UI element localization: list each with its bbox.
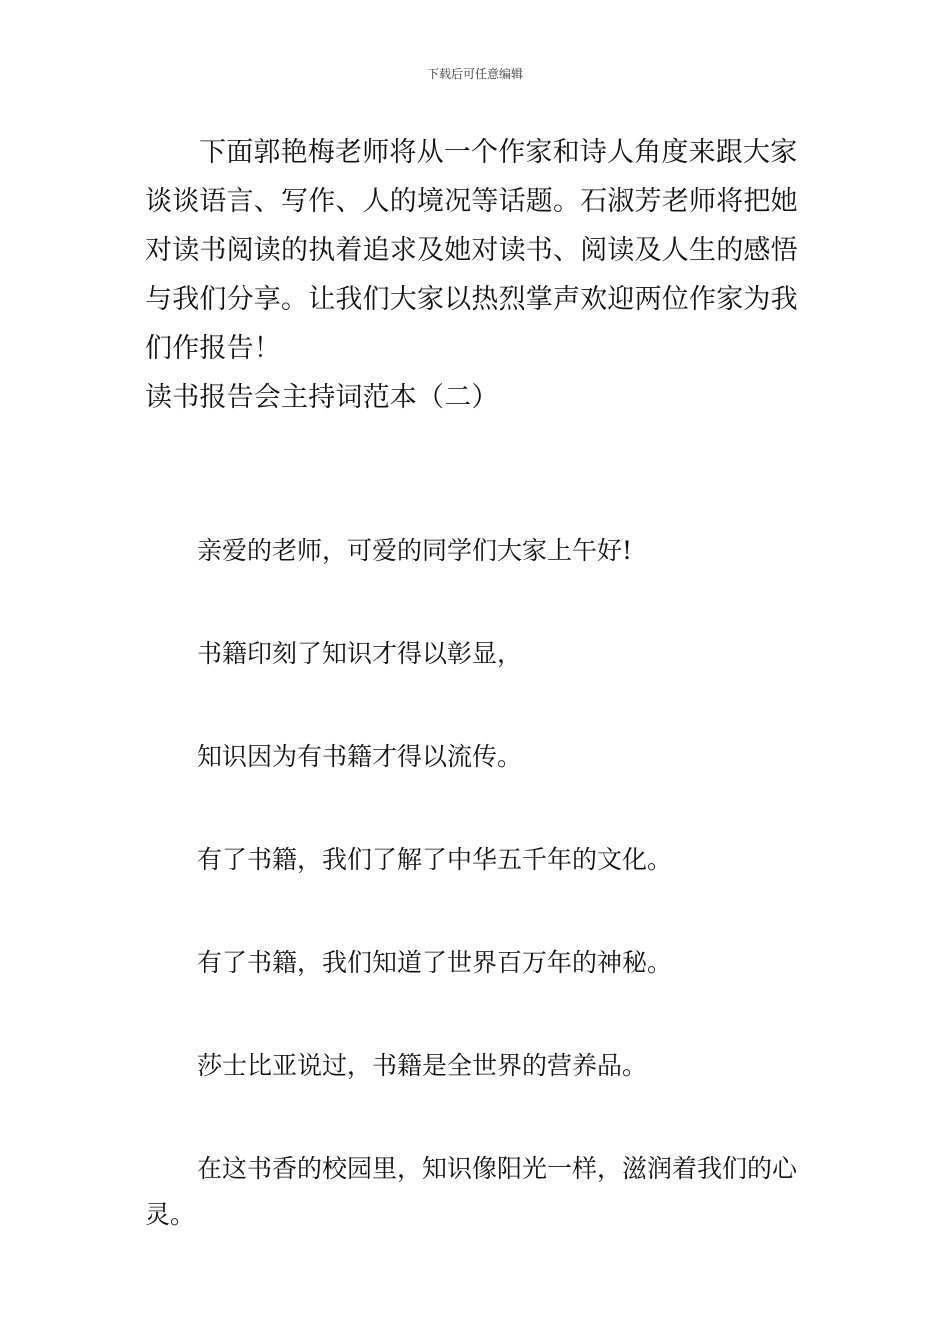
speech-line-greeting: 亲爱的老师，可爱的同学们大家上午好! [197, 536, 633, 565]
speech-line: 莎士比亚说过，书籍是全世界的营养品。 [197, 1051, 648, 1080]
section-subtitle: 读书报告会主持词范本（二） [145, 382, 499, 413]
speech-line: 书籍印刻了知识才得以彰显， [197, 639, 523, 668]
speech-line: 知识因为有书籍才得以流传。 [197, 742, 523, 771]
speech-section [145, 528, 813, 1238]
intro-paragraph: 下面郭艳梅老师将从一个作家和诗人角度来跟大家谈谈语言、写作、人的境况等话题。石淑芳老师将把她对读书阅读的执着追求及她对读书、阅读及人生的感悟与我们分享。让我们大家以热烈掌声欢迎两位作家为我们作报告！ [145, 137, 798, 364]
intro-section [145, 128, 813, 422]
speech-line: 有了书籍，我们了解了中华五千年的文化。 [197, 845, 673, 874]
speech-line: 在这书香的校园里，知识像阳光一样，滋润着我们的心灵。 [145, 1154, 798, 1229]
speech-line: 有了书籍，我们知道了世界百万年的神秘。 [197, 948, 673, 977]
page-header: 下载后可任意编辑 [426, 67, 523, 81]
